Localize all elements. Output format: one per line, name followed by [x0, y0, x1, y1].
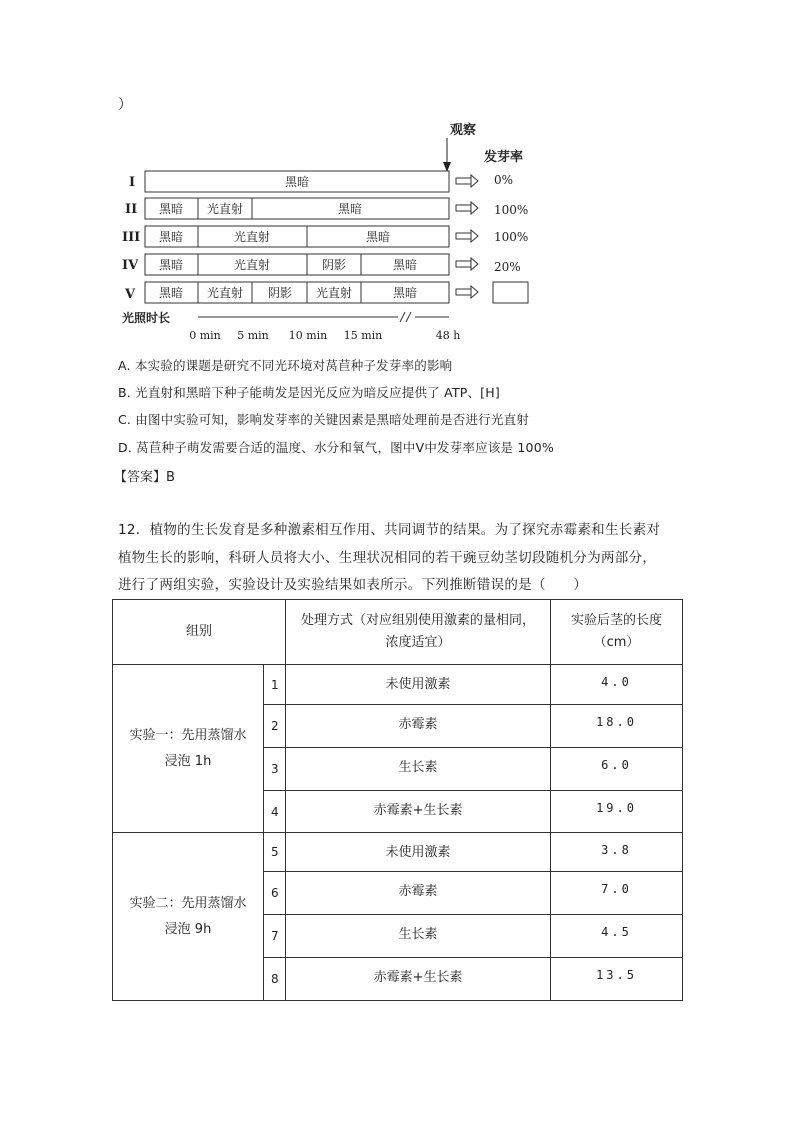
question-line-1: 12．植物的生长发育是多种激素相互作用、共同调节的结果。为了探究赤霉素和生长素对	[118, 522, 661, 538]
group-2-label: 实验二：先用蒸馏水 浸泡 9h	[113, 833, 264, 1001]
row-label-3: III	[122, 230, 141, 245]
row2-seg3: 黑暗	[337, 202, 363, 216]
table-row	[113, 833, 683, 872]
row-length: 18.0	[551, 705, 683, 748]
tick-0min: 0 min	[189, 329, 221, 342]
row3-rate: 100%	[494, 230, 529, 244]
group-1-label: 实验一：先用蒸馏水 浸泡 1h	[113, 665, 264, 833]
header-group: 组别	[113, 600, 286, 665]
row-length: 3.8	[551, 833, 683, 872]
axis-label: 光照时长	[122, 311, 171, 325]
row5-seg4: 光直射	[315, 286, 353, 300]
row-label-1: I	[129, 175, 136, 190]
row4-seg1: 黑暗	[158, 258, 184, 272]
row2-seg2: 光直射	[206, 202, 244, 216]
row-number: 4	[264, 791, 286, 833]
row-bar-3	[145, 226, 449, 247]
question-line-3: 进行了两组实验，实验设计及实验结果如表所示。下列推断错误的是（ ）	[118, 577, 588, 593]
header-length: 实验后茎的长度 （cm）	[551, 600, 683, 665]
row3-seg3: 黑暗	[365, 230, 391, 244]
row-length: 4.0	[551, 665, 683, 705]
row1-seg1: 黑暗	[284, 175, 310, 189]
row4-seg3: 阴影	[321, 258, 347, 272]
row-treatment: 生长素	[286, 748, 551, 791]
option-b: B. 光直射和黑暗下种子能萌发是因光反应为暗反应提供了 ATP、[H]	[118, 385, 500, 400]
row-treatment: 生长素	[286, 915, 551, 958]
table-header-row	[113, 600, 683, 665]
row-label-5: V	[125, 287, 136, 302]
row-length: 4.5	[551, 915, 683, 958]
row1-arrow-icon	[456, 175, 478, 187]
row-treatment: 未使用激素	[286, 665, 551, 705]
row-number: 5	[264, 833, 286, 872]
row-bar-2	[145, 198, 449, 219]
row2-arrow-icon	[456, 202, 478, 214]
germination-diagram	[120, 118, 550, 350]
row-label-4: IV	[122, 258, 139, 273]
header-method: 处理方式（对应组别使用激素的量相同， 浓度适宜）	[286, 600, 551, 665]
row-number: 7	[264, 915, 286, 958]
row-treatment: 赤霉素+生长素	[286, 958, 551, 1001]
row2-rate: 100%	[494, 203, 529, 217]
option-d: D. 莴苣种子萌发需要合适的温度、水分和氧气，图中Ⅴ中发芽率应该是 100%	[118, 440, 554, 455]
question-line-2: 植物生长的影响，科研人员将大小、生理状况相同的若干豌豆幼茎切段随机分为两部分，	[118, 550, 657, 566]
row-length: 7.0	[551, 872, 683, 915]
option-a: A. 本实验的课题是研究不同光环境对莴苣种子发芽率的影响	[118, 358, 453, 373]
rate-header: 发芽率	[484, 150, 524, 165]
row3-seg1: 黑暗	[158, 230, 184, 244]
option-c: C. 由图中实验可知，影响发芽率的关键因素是黑暗处理前是否进行光直射	[118, 412, 529, 427]
answer-line: 【答案】B	[114, 470, 175, 485]
row4-seg2: 光直射	[233, 258, 271, 272]
results-table	[112, 599, 683, 1001]
tick-15min: 15 min	[343, 329, 383, 342]
row3-arrow-icon	[456, 230, 478, 242]
row4-arrow-icon	[456, 258, 478, 270]
row-treatment: 赤霉素	[286, 872, 551, 915]
tick-48h: 48 h	[435, 329, 461, 342]
axis-break-mark	[400, 312, 405, 322]
table-row	[113, 665, 683, 705]
observe-label: 观察	[450, 123, 477, 138]
row-number: 8	[264, 958, 286, 1001]
row5-seg3: 阴影	[267, 286, 293, 300]
row-treatment: 赤霉素+生长素	[286, 791, 551, 833]
row-length: 13.5	[551, 958, 683, 1001]
row-number: 2	[264, 705, 286, 748]
row5-blank-answer-box	[493, 282, 528, 303]
row-number: 6	[264, 872, 286, 915]
row-treatment: 未使用激素	[286, 833, 551, 872]
continued-paren: ）	[118, 97, 132, 113]
row5-arrow-icon	[456, 286, 478, 298]
row-length: 6.0	[551, 748, 683, 791]
row-label-2: II	[125, 202, 138, 217]
row4-seg4: 黑暗	[392, 258, 418, 272]
row-number: 1	[264, 665, 286, 705]
row-length: 19.0	[551, 791, 683, 833]
row-treatment: 赤霉素	[286, 705, 551, 748]
row5-seg5: 黑暗	[392, 286, 418, 300]
row2-seg1: 黑暗	[158, 202, 184, 216]
row3-seg2: 光直射	[233, 230, 271, 244]
tick-10min: 10 min	[288, 329, 328, 342]
row1-rate: 0%	[494, 173, 514, 187]
row5-seg1: 黑暗	[158, 286, 184, 300]
tick-5min: 5 min	[237, 329, 269, 342]
row5-seg2: 光直射	[206, 286, 244, 300]
row4-rate: 20%	[494, 260, 521, 274]
row-number: 3	[264, 748, 286, 791]
